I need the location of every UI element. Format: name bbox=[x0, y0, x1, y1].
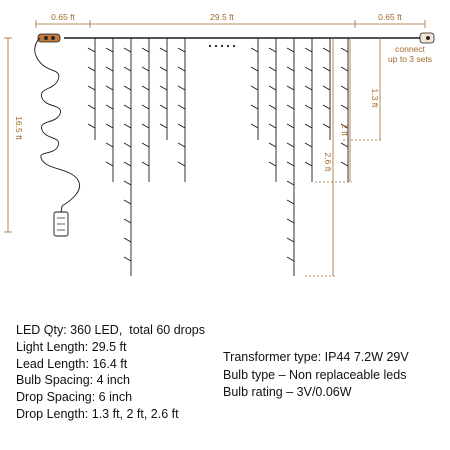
drop-long-label: 2.6 ft bbox=[323, 152, 333, 172]
led-bulb bbox=[341, 67, 348, 71]
led-bulb bbox=[106, 143, 113, 147]
led-bulb bbox=[124, 124, 131, 128]
end-connector-icon bbox=[420, 33, 434, 43]
led-bulb bbox=[124, 67, 131, 71]
led-bulb bbox=[341, 143, 348, 147]
spec-light-length: Light Length: 29.5 ft bbox=[16, 339, 127, 354]
lead-span-label: 0.65 ft bbox=[51, 12, 75, 22]
led-bulb bbox=[305, 143, 312, 147]
led-bulb bbox=[251, 105, 258, 109]
led-bulb bbox=[269, 124, 276, 128]
continuation-dots bbox=[209, 45, 235, 47]
led-bulb bbox=[124, 105, 131, 109]
led-bulb bbox=[323, 67, 330, 71]
led-bulb bbox=[287, 219, 294, 223]
led-bulb bbox=[88, 86, 95, 90]
led-bulb bbox=[124, 162, 131, 166]
led-bulb bbox=[142, 48, 149, 52]
led-bulb bbox=[142, 105, 149, 109]
led-bulb bbox=[178, 67, 185, 71]
led-bulb bbox=[287, 162, 294, 166]
led-bulb bbox=[124, 219, 131, 223]
led-bulb bbox=[287, 124, 294, 128]
led-bulb bbox=[106, 105, 113, 109]
led-bulb bbox=[106, 124, 113, 128]
led-bulb bbox=[160, 67, 167, 71]
led-bulb bbox=[269, 67, 276, 71]
connect-note-line2: up to 3 sets bbox=[388, 54, 432, 64]
led-bulb bbox=[251, 48, 258, 52]
led-bulb bbox=[124, 257, 131, 261]
icicle-drops bbox=[88, 38, 348, 276]
led-bulb bbox=[323, 86, 330, 90]
specs-right bbox=[223, 349, 409, 402]
led-bulb bbox=[88, 105, 95, 109]
led-bulb bbox=[287, 200, 294, 204]
led-bulb bbox=[287, 48, 294, 52]
led-bulb bbox=[341, 105, 348, 109]
spec-lead-length: Lead Length: 16.4 ft bbox=[16, 356, 128, 371]
led-bulb bbox=[142, 162, 149, 166]
led-bulb bbox=[88, 67, 95, 71]
led-bulb bbox=[142, 86, 149, 90]
led-bulb bbox=[287, 86, 294, 90]
led-bulb bbox=[160, 105, 167, 109]
spec-drop-length: Drop Length: 1.3 ft, 2 ft, 2.6 ft bbox=[16, 406, 179, 421]
led-bulb bbox=[178, 105, 185, 109]
specs-left bbox=[16, 322, 205, 423]
led-bulb bbox=[106, 48, 113, 52]
lead-length-label: 16.5 ft bbox=[14, 116, 24, 140]
led-bulb bbox=[287, 238, 294, 242]
led-bulb bbox=[287, 181, 294, 185]
end-span-label: 0.65 ft bbox=[378, 12, 402, 22]
led-bulb bbox=[305, 67, 312, 71]
led-bulb bbox=[269, 162, 276, 166]
led-bulb bbox=[160, 48, 167, 52]
led-bulb bbox=[88, 124, 95, 128]
led-bulb bbox=[287, 257, 294, 261]
led-bulb bbox=[341, 48, 348, 52]
led-bulb bbox=[124, 143, 131, 147]
led-bulb bbox=[305, 48, 312, 52]
led-bulb bbox=[341, 162, 348, 166]
led-bulb bbox=[124, 181, 131, 185]
spec-bulb-type: Bulb type – Non replaceable leds bbox=[223, 367, 407, 382]
led-bulb bbox=[160, 86, 167, 90]
transformer-icon bbox=[54, 212, 68, 236]
led-bulb bbox=[178, 143, 185, 147]
led-bulb bbox=[88, 48, 95, 52]
drop-short-label: 1.3 ft bbox=[370, 88, 380, 108]
led-bulb bbox=[305, 124, 312, 128]
led-bulb bbox=[269, 105, 276, 109]
led-bulb bbox=[178, 86, 185, 90]
spec-drop-spacing: Drop Spacing: 6 inch bbox=[16, 390, 133, 405]
led-bulb bbox=[142, 124, 149, 128]
led-bulb bbox=[341, 86, 348, 90]
led-bulb bbox=[106, 162, 113, 166]
spec-bulb-spacing: Bulb Spacing: 4 inch bbox=[16, 373, 130, 388]
led-bulb bbox=[124, 200, 131, 204]
power-plug-icon bbox=[38, 34, 60, 42]
led-bulb bbox=[124, 48, 131, 52]
led-bulb bbox=[160, 124, 167, 128]
led-bulb bbox=[178, 162, 185, 166]
led-bulb bbox=[287, 105, 294, 109]
connect-note-line1: connect bbox=[395, 44, 425, 54]
led-bulb bbox=[251, 86, 258, 90]
led-bulb bbox=[305, 162, 312, 166]
spec-bulb-rating: Bulb rating – 3V/0.06W bbox=[223, 385, 352, 399]
drop-medium-label: 2 ft bbox=[340, 124, 350, 136]
led-bulb bbox=[178, 48, 185, 52]
spec-transformer-type: Transformer type: IP44 7.2W 29V bbox=[223, 350, 409, 364]
led-bulb bbox=[287, 67, 294, 71]
led-bulb bbox=[251, 67, 258, 71]
led-bulb bbox=[106, 86, 113, 90]
led-bulb bbox=[305, 105, 312, 109]
led-bulb bbox=[142, 143, 149, 147]
led-bulb bbox=[323, 105, 330, 109]
led-bulb bbox=[323, 48, 330, 52]
led-bulb bbox=[124, 238, 131, 242]
led-bulb bbox=[142, 67, 149, 71]
lead-wire-coil bbox=[35, 38, 80, 206]
led-bulb bbox=[305, 86, 312, 90]
led-bulb bbox=[323, 124, 330, 128]
led-bulb bbox=[269, 86, 276, 90]
light-span-label: 29.5 ft bbox=[210, 12, 234, 22]
led-bulb bbox=[124, 86, 131, 90]
led-bulb bbox=[178, 124, 185, 128]
led-bulb bbox=[251, 124, 258, 128]
led-bulb bbox=[287, 143, 294, 147]
spec-led-qty: LED Qty: 360 LED, total 60 drops bbox=[16, 323, 205, 337]
led-bulb bbox=[106, 67, 113, 71]
led-bulb bbox=[269, 48, 276, 52]
led-bulb bbox=[269, 143, 276, 147]
